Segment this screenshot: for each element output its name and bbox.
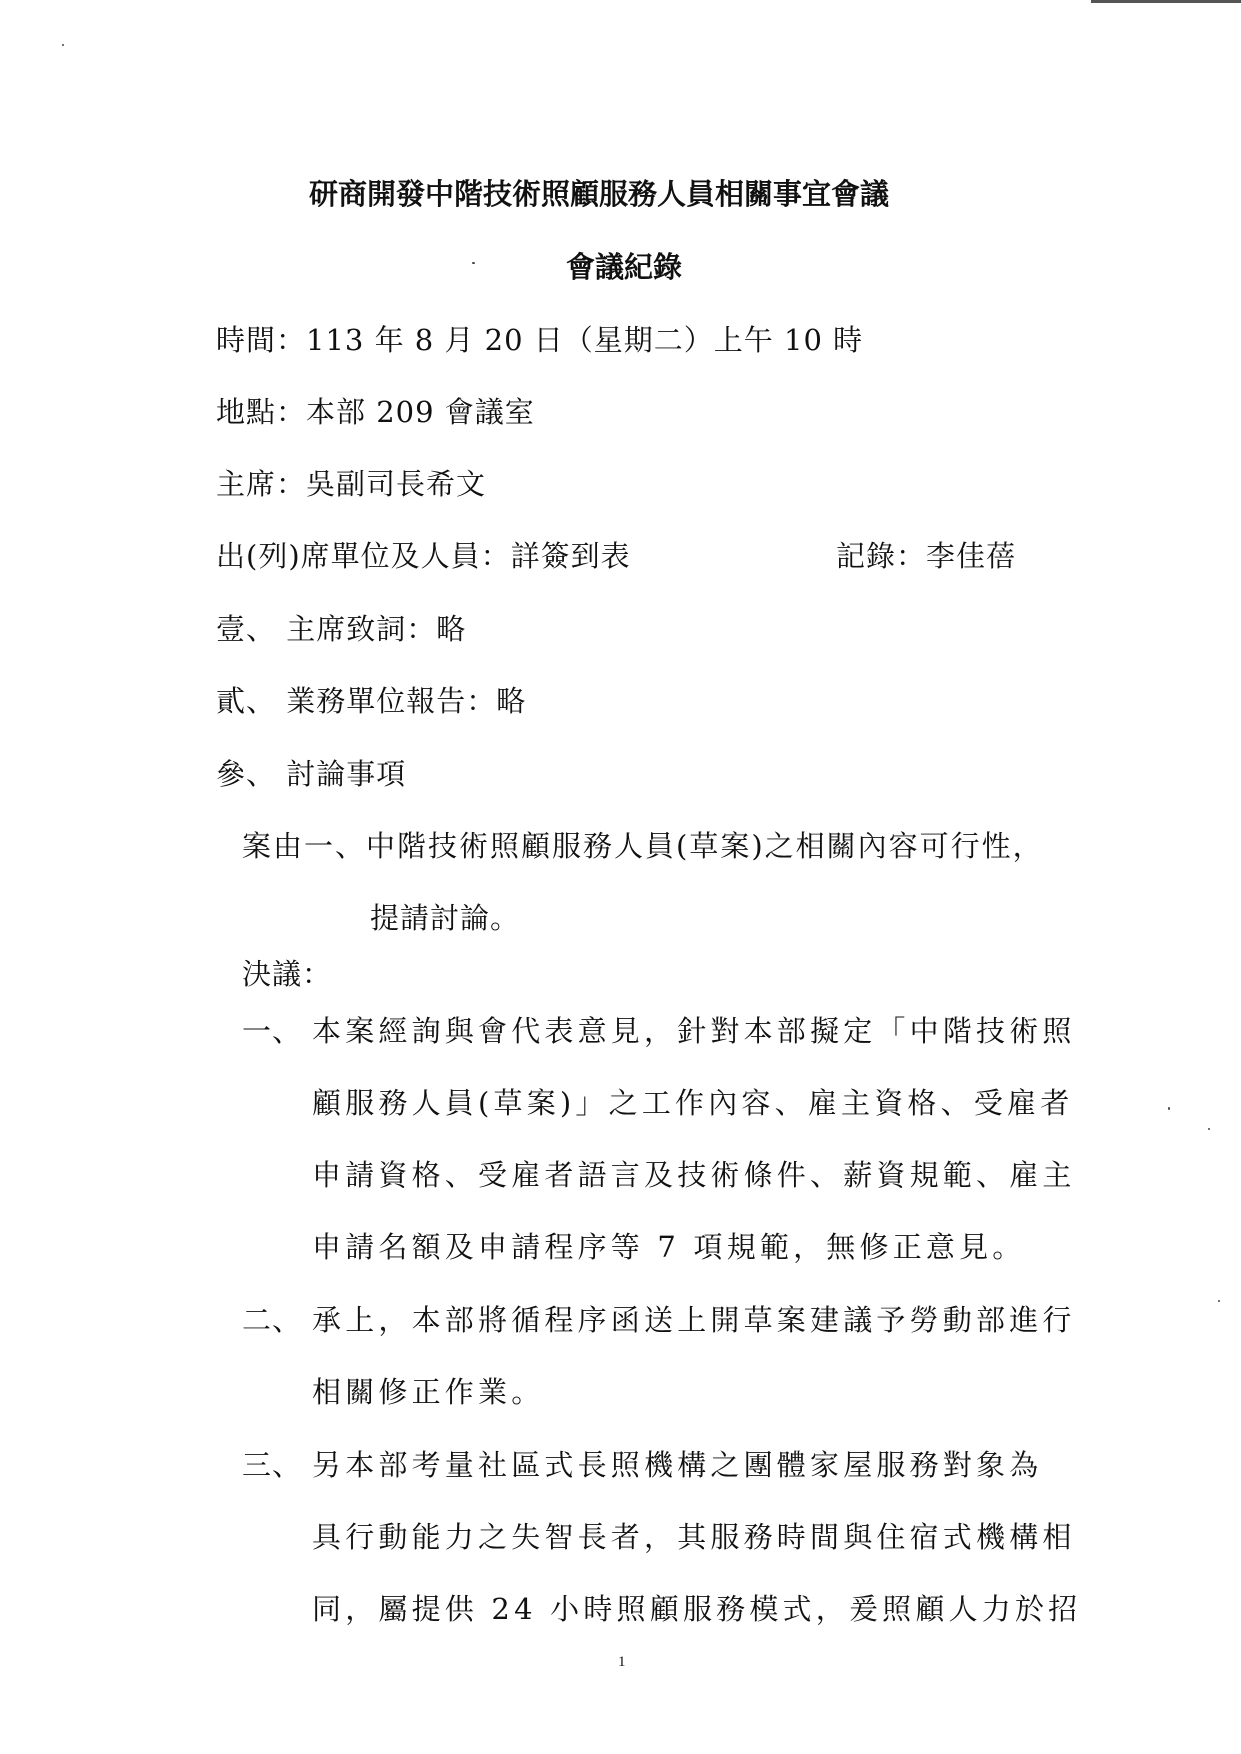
meeting-attendees: 出(列)席單位及人員：詳簽到表 [216, 539, 631, 573]
resolution-3-line: 另本部考量社區式長照機構之團體家屋服務對象為 [312, 1448, 1043, 1482]
resolution-2-line: 承上，本部將循程序函送上開草案建議予勞動部進行 [312, 1303, 1076, 1337]
resolution-3-line: 同，屬提供 24 小時照顧服務模式，爰照顧人力於招 [312, 1592, 1082, 1626]
case-line-1: 案由一、中階技術照顧服務人員(草案)之相關內容可行性， [242, 829, 1044, 863]
case-line-2: 提請討論。 [370, 901, 521, 935]
resolution-3-number: 三、 [242, 1448, 303, 1482]
scan-speck [62, 44, 64, 46]
scan-speck [1208, 1128, 1210, 1130]
meeting-location: 地點：本部 209 會議室 [216, 395, 535, 429]
meeting-time: 時間：113 年 8 月 20 日（星期二）上午 10 時 [216, 323, 864, 357]
scan-speck [1168, 1107, 1170, 1110]
section-1: 壹、 主席致詞：略 [216, 612, 467, 646]
resolution-1-line: 申請名額及申請程序等 7 項規範，無修正意見。 [312, 1230, 1026, 1264]
document-subtitle: 會議紀錄 [566, 250, 683, 284]
scan-speck [1218, 1300, 1220, 1302]
resolution-label: 決議： [242, 957, 333, 991]
resolution-2-line: 相關修正作業。 [312, 1375, 545, 1409]
resolution-2-number: 二、 [242, 1303, 303, 1337]
resolution-1-line: 本案經詢與會代表意見，針對本部擬定「中階技術照 [312, 1014, 1076, 1048]
resolution-1-line: 申請資格、受雇者語言及技術條件、薪資規範、雇主 [312, 1158, 1076, 1192]
scan-edge-line [1091, 0, 1241, 3]
resolution-1-number: 一、 [242, 1014, 303, 1048]
meeting-chair: 主席：吳副司長希文 [216, 467, 487, 501]
document-title: 研商開發中階技術照顧服務人員相關事宜會議 [309, 177, 890, 211]
section-2: 貳、 業務單位報告：略 [216, 684, 527, 718]
meeting-recorder: 記錄：李佳蓓 [836, 539, 1017, 573]
scan-speck [472, 262, 475, 264]
resolution-3-line: 具行動能力之失智長者，其服務時間與住宿式機構相 [312, 1520, 1076, 1554]
resolution-1-line: 顧服務人員(草案)」之工作內容、雇主資格、受雇者 [312, 1086, 1074, 1120]
page-number: 1 [618, 1654, 626, 1670]
section-3: 參、 討論事項 [216, 757, 407, 791]
